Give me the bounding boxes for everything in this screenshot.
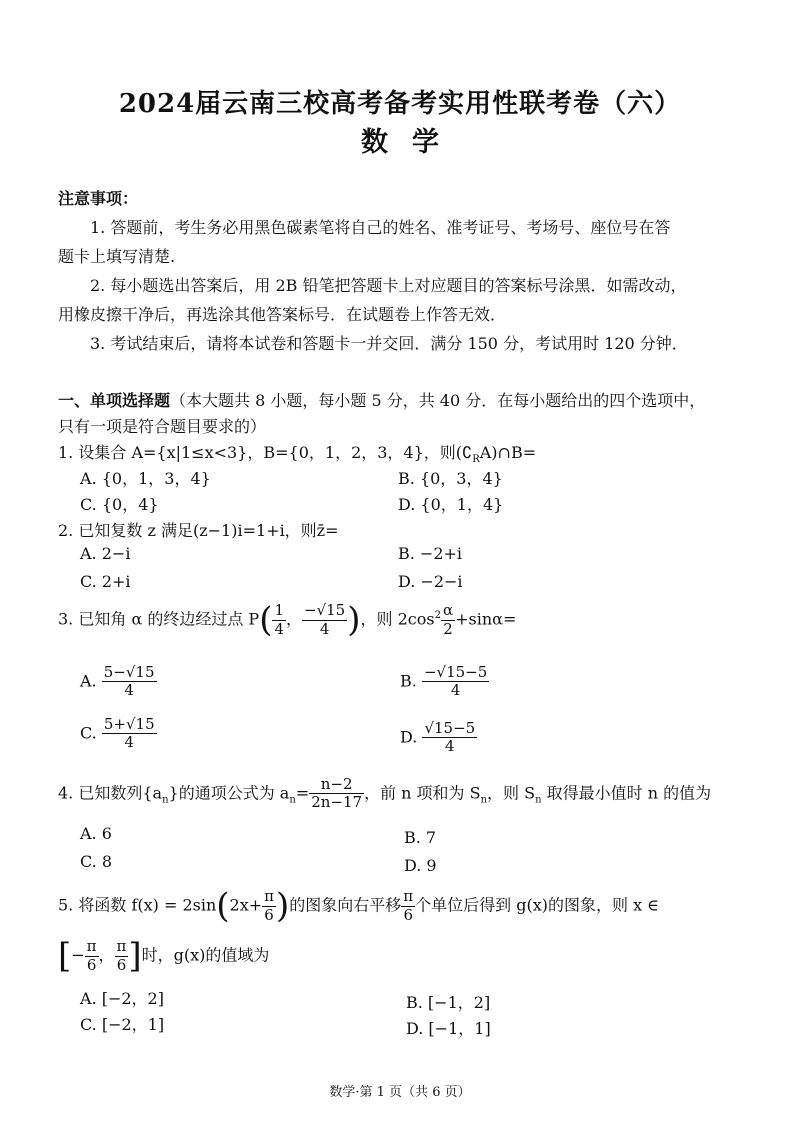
- q1-option-d: D. {0，1，4}: [398, 495, 504, 514]
- q3-a-frac: [102, 664, 157, 700]
- section-1-title: 一、单项选择题: [58, 391, 171, 410]
- note-2-line-2: 用橡皮擦干净后，再选涂其他答案标号．在试题卷上作答无效．: [58, 305, 507, 324]
- q3-b-den: 4: [422, 681, 489, 699]
- page-footer: 数学·第 1 页（共 6 页）: [329, 1085, 471, 1100]
- q5-int-right-den: 6: [115, 956, 129, 974]
- q5-option-b: B. [−1，2]: [406, 993, 491, 1012]
- q4-sub-4: n: [535, 794, 542, 806]
- q5-stem-end: 个单位后得到 g(x)的图象，则 x ∈: [415, 895, 660, 915]
- q5-bracket-open: [: [58, 936, 72, 976]
- section-1-desc: （本大题共 8 小题，每小题 5 分，共 40 分．在每小题给出的四个选项中，: [170, 391, 706, 410]
- q5-pi-den: 6: [262, 906, 276, 924]
- question-1-stem: [58, 440, 536, 465]
- q5-int-right-frac: [115, 938, 129, 974]
- q5-shift-den: 6: [401, 906, 415, 924]
- q3-alpha-frac: [441, 602, 455, 638]
- q3-b-label: B.: [400, 671, 417, 691]
- q5-inner-pre: 2x+: [229, 895, 263, 915]
- q4-stem-tail: ，则 S: [487, 783, 536, 803]
- q2-option-c: C. 2+i: [80, 572, 131, 591]
- q4-stem-mid: }的通项公式为 a: [168, 783, 290, 803]
- note-2-line-1: 2. 每小题选出答案后，用 2B 铅笔把答题卡上对应题目的答案标号涂黑．如需改动，: [90, 276, 687, 295]
- note-1-line-2: 题卡上填写清楚.: [58, 247, 176, 266]
- q3-c-den: 4: [102, 733, 157, 751]
- q5-int-left-frac: [85, 938, 99, 974]
- subject-title: 数学: [361, 127, 463, 158]
- q3-d-den: 4: [422, 737, 477, 755]
- q3-py-den: 4: [302, 620, 347, 638]
- q3-option-c: [80, 716, 157, 752]
- q5-paren-close: ): [276, 886, 290, 926]
- section-1-desc-2: 只有一项是符合题目要求的）: [58, 417, 267, 436]
- q4-stem-last: 取得最小值时 n 的值为: [541, 783, 712, 803]
- q5-stem-pre: 5. 将函数 f(x) = 2sin: [58, 895, 217, 915]
- q1-stem-sub: R: [472, 454, 480, 466]
- q3-alpha-den: 2: [441, 620, 455, 638]
- q4-option-c: C. 8: [80, 852, 113, 871]
- q3-stem-end: +sinα=: [455, 609, 517, 629]
- q3-px-num: 1: [274, 601, 284, 620]
- q5-option-a: A. [−2，2]: [80, 989, 164, 1008]
- q3-c-frac: [102, 716, 157, 752]
- q5-int-sign: −: [71, 945, 85, 965]
- exam-title: 2024届云南三校高考备考实用性联考卷（六）: [118, 89, 682, 119]
- q3-b-num: −√15−5: [423, 663, 488, 681]
- q5-int-left-den: 6: [85, 956, 99, 974]
- q3-a-num: 5−√15: [103, 663, 155, 681]
- q5-bracket-close: ]: [128, 936, 142, 976]
- q2-option-d: D. −2−i: [398, 572, 463, 591]
- q3-px-frac: [272, 602, 286, 638]
- q3-stem-pre: 3. 已知角 α 的终边经过点 P: [58, 609, 260, 629]
- q1-stem-text: 1. 设集合 A={x|1≤x<3}，B={0，1，2，3，4}，则(∁: [58, 443, 473, 462]
- q3-alpha-num: α: [442, 601, 454, 620]
- q1-stem-end: A)∩B=: [479, 443, 537, 462]
- question-2-stem: 2. 已知复数 z 满足(z−1)i=1+i，则z̄=: [58, 521, 339, 540]
- q2-option-a: A. 2−i: [80, 544, 131, 563]
- q4-frac-den: 2n−17: [311, 793, 363, 812]
- q5-pi-num: π: [264, 887, 274, 906]
- q5-shift-num: π: [403, 887, 414, 906]
- q4-option-d: D. 9: [404, 856, 437, 875]
- q1-option-b: B. {0，3，4}: [398, 469, 503, 488]
- q1-option-c: C. {0，4}: [80, 495, 159, 514]
- q3-option-a: [80, 664, 157, 700]
- question-3-stem: 3. 已知角 α 的终边经过点 P( $\frac{1}{4}$ ， $\frac{-√15}{4}$ )，则 $2\cos^2$ $\frac{\alpha}{2}$ +sinα=: [58, 600, 517, 640]
- q1-option-a: A. {0，1，3，4}: [80, 469, 211, 488]
- q5-int-left-num: π: [86, 937, 97, 956]
- q3-paren-close: ): [347, 600, 361, 640]
- q3-option-b: [400, 664, 489, 700]
- section-1-heading: [58, 388, 705, 411]
- q3-d-label: D.: [400, 727, 418, 747]
- q3-paren-open: (: [259, 600, 273, 640]
- q3-stem-mid: ，则 2cos: [360, 609, 435, 629]
- q5-line2-end: 时，g(x)的值域为: [141, 945, 270, 965]
- notes-heading: 注意事项：: [58, 189, 139, 208]
- q5-int-right-num: π: [116, 937, 127, 956]
- q5-stem-mid: 的图象向右平移: [289, 895, 402, 915]
- q5-pi-frac: [262, 888, 276, 924]
- q3-c-label: C.: [80, 723, 97, 743]
- q3-py-frac: [302, 602, 347, 638]
- q3-option-d: [400, 720, 477, 756]
- q3-py-num: −√15: [304, 601, 346, 620]
- q5-option-c: C. [−2，1]: [80, 1015, 165, 1034]
- q4-eq: =: [295, 783, 310, 803]
- q4-frac-num: n−2: [320, 775, 353, 793]
- q4-sub-2: n: [289, 794, 296, 806]
- q3-stem-sup: 2: [434, 610, 441, 622]
- q4-stem-pre: 4. 已知数列{a: [58, 783, 163, 803]
- q4-option-b: B. 7: [404, 828, 437, 847]
- q3-d-num: √15−5: [424, 719, 476, 737]
- q3-b-frac: [422, 664, 489, 700]
- q3-a-label: A.: [80, 671, 97, 691]
- q3-a-den: 4: [102, 681, 157, 699]
- q3-d-frac: [422, 720, 477, 756]
- q4-sub-3: n: [480, 794, 488, 806]
- q2-option-b: B. −2+i: [398, 544, 463, 563]
- q4-sub-1: n: [162, 794, 169, 806]
- q4-frac: [309, 776, 364, 812]
- note-3: 3. 考试结束后，请将本试卷和答题卡一并交回．满分 150 分，考试用时 120 分钟．: [90, 334, 688, 353]
- q3-c-num: 5+√15: [103, 715, 155, 733]
- question-4-stem: [58, 776, 711, 812]
- question-5-stem: [58, 886, 659, 926]
- q5-paren-open: (: [216, 886, 230, 926]
- q4-stem-end: ，前 n 项和为 S: [364, 783, 481, 803]
- q5-shift-frac: [401, 888, 415, 924]
- q4-option-a: A. 6: [80, 824, 112, 843]
- question-5-line-2: [58, 936, 269, 976]
- q5-int-sep: ，: [98, 945, 115, 965]
- q5-option-d: D. [−1，1]: [406, 1019, 491, 1038]
- note-1-line-1: 1. 答题前，考生务必用黑色碳素笔将自己的姓名、准考证号、考场号、座位号在答: [90, 218, 671, 237]
- q3-px-den: 4: [274, 619, 284, 638]
